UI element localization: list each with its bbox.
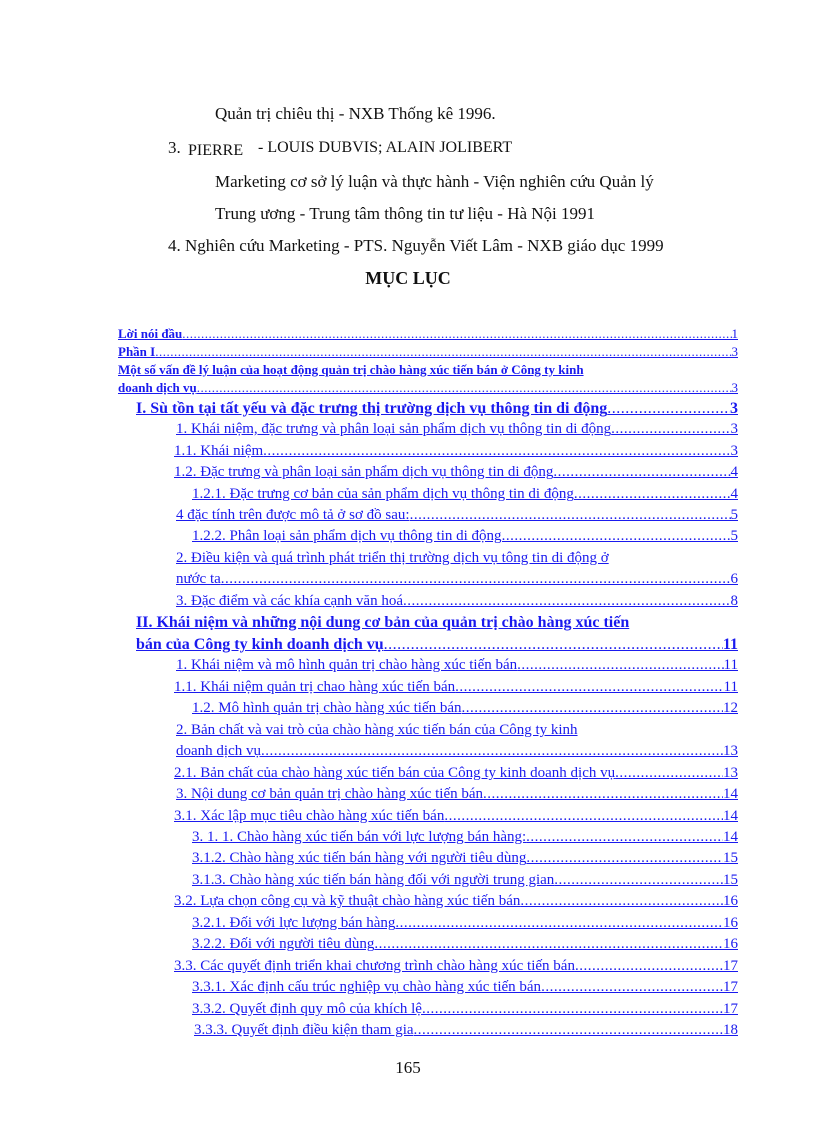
toc-entry-II[interactable]: II. Khái niệm và những nội dung cơ bản của quản trị chào hàng xúc tiến [136, 614, 630, 631]
ref-line: Quản trị chiêu thị - NXB Thống kê 1996. [215, 104, 496, 123]
toc-entry-1-2-1[interactable]: 1.2.1. Đặc trưng cơ bản của sản phẩm dịch vụ thông tin di động ..... 4 [192, 486, 738, 503]
toc-entry-II-2-cont[interactable]: doanh dịch vụ ..... 13 [176, 743, 738, 760]
toc-entry-II-3[interactable]: 3. Nội dung cơ bản quản trị chào hàng xúc tiến bán ..... 14 [176, 786, 738, 803]
ref-4: 4. Nghiên cứu Marketing - PTS. Nguyễn Viết Lâm - NXB giáo dục 1999 [168, 236, 664, 255]
ref-line: Marketing cơ sở lý luận và thực hành - Viện nghiên cứu Quản lý [215, 172, 654, 191]
toc-entry-part1[interactable]: Phần I ..... 3 [118, 344, 738, 360]
toc-entry-II-3-1-1[interactable]: 3. 1. 1. Chào hàng xúc tiến bán với lực lượng bán hàng: ..... 14 [192, 829, 738, 846]
toc-entry-II-2-1[interactable]: 2.1. Bản chất của chào hàng xúc tiến bán của Công ty kinh doanh dịch vụ ..... 13 [174, 765, 738, 782]
toc-entry-part1-title[interactable]: Một số vấn đề lý luận của hoạt động quản trị chào hàng xúc tiến bán ở Công ty kinh [118, 362, 584, 377]
toc-entry-I[interactable]: I. Sù tồn tại tất yếu và đặc trưng thị trường dịch vụ thông tin di động ..... 3 [136, 400, 738, 418]
toc-entry-II-3-1-3[interactable]: 3.1.3. Chào hàng xúc tiến bán hàng đối với người trung gian ..... 15 [192, 872, 738, 889]
ref-3-number: 3. [168, 138, 181, 157]
toc-entry-II-1[interactable]: 1. Khái niệm và mô hình quản trị chào hàng xúc tiến bán ..... 11 [176, 657, 738, 674]
toc-entry-II-3-3-1[interactable]: 3.3.1. Xác định cấu trúc nghiệp vụ chào hàng xúc tiến bán ..... 17 [192, 979, 738, 996]
toc-entry-intro[interactable]: Lời nói đầu ..... 1 [118, 326, 738, 342]
toc-entry-2[interactable]: 2. Điều kiện và quá trình phát triển thị trường dịch vụ tông tin di động ở [176, 550, 609, 566]
toc-entry-II-3-3-2[interactable]: 3.3.2. Quyết định quy mô của khích lệ ..... 17 [192, 1001, 738, 1018]
toc-entry-II-2[interactable]: 2. Bản chất và vai trò của chào hàng xúc tiến bán của Công ty kinh [176, 722, 578, 738]
toc-entry-II-3-1-2[interactable]: 3.1.2. Chào hàng xúc tiến bán hàng với người tiêu dùng ..... 15 [192, 850, 738, 867]
toc-entry-II-3-1[interactable]: 3.1. Xác lập mục tiêu chào hàng xúc tiến bán ..... 14 [174, 808, 738, 825]
toc-entry-part1-title-cont[interactable]: doanh dịch vụ ..... 3 [118, 380, 738, 396]
toc-entry-II-1-2[interactable]: 1.2. Mô hình quản trị chào hàng xúc tiến bán ..... 12 [192, 700, 738, 717]
toc-entry-II-3-2-1[interactable]: 3.2.1. Đối với lực lượng bán hàng ..... 16 [192, 915, 738, 932]
toc-entry-II-3-3[interactable]: 3.3. Các quyết định triển khai chương trình chào hàng xúc tiến bán ..... 17 [174, 958, 738, 975]
toc-entry-4-properties[interactable]: 4 đặc tính trên được mô tả ở sơ đồ sau: ..... 5 [176, 507, 738, 524]
toc-entry-2-cont[interactable]: nước ta ..... 6 [176, 571, 738, 588]
toc-entry-II-3-2[interactable]: 3.2. Lựa chọn công cụ và kỹ thuật chào hàng xúc tiến bán ..... 16 [174, 893, 738, 910]
toc-entry-II-1-1[interactable]: 1.1. Khái niệm quản trị chao hàng xúc tiến bán ..... 11 [174, 679, 738, 696]
toc-entry-1-1[interactable]: 1.1. Khái niệm ..... 3 [174, 443, 738, 460]
toc-entry-1-2[interactable]: 1.2. Đặc trưng và phân loại sản phẩm dịch vụ thông tin di động ..... 4 [174, 464, 738, 481]
toc-entry-II-3-3-3[interactable]: 3.3.3. Quyết định điều kiện tham gia ..... 18 [194, 1022, 738, 1039]
toc-title: MỤC LỤC [365, 268, 451, 288]
toc-entry-II-3-2-2[interactable]: 3.2.2. Đối với người tiêu dùng ..... 16 [192, 936, 738, 953]
toc-entry-1-2-2[interactable]: 1.2.2. Phân loại sản phẩm dịch vụ thông tin di động ..... 5 [192, 528, 738, 545]
toc-entry-1[interactable]: 1. Khái niệm, đặc trưng và phân loại sản phẩm dịch vụ thông tin di động ..... 3 [176, 421, 738, 438]
toc-entry-3[interactable]: 3. Đặc điểm và các khía cạnh văn hoá ..... 8 [176, 593, 738, 610]
ref-3-author-first: PIERRE [188, 142, 244, 159]
page-number: 165 [395, 1058, 421, 1077]
ref-3-author-rest: - LOUIS DUBVIS; ALAIN JOLIBERT [258, 139, 513, 156]
ref-line: Trung ương - Trung tâm thông tin tư liệu - Hà Nội 1991 [215, 204, 596, 223]
toc-entry-II-cont[interactable]: bán của Công ty kinh doanh dịch vụ ..... 11 [136, 636, 738, 654]
